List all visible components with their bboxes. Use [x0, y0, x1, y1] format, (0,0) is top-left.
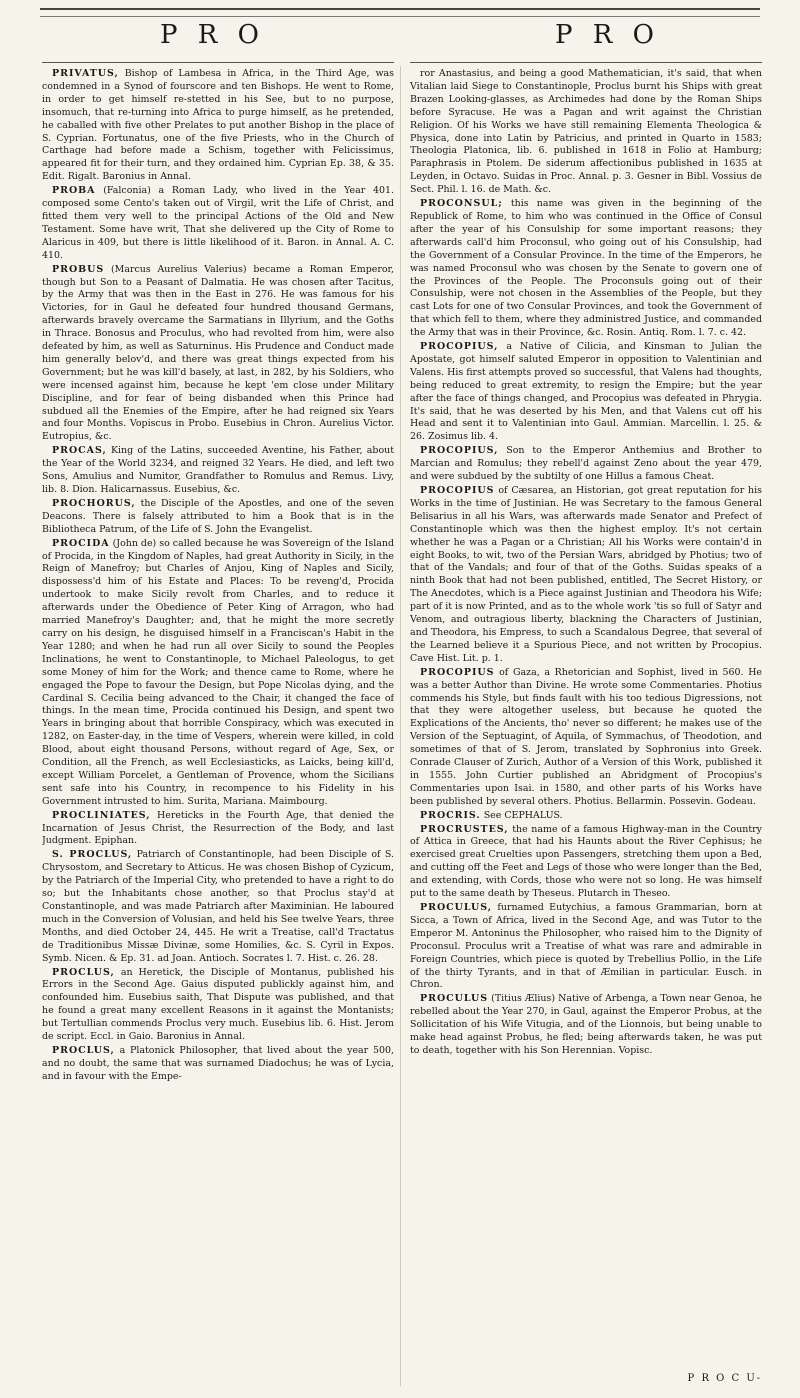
entry-headword: PROCLUS,: [52, 1044, 115, 1056]
dictionary-entry: [410, 341, 762, 444]
entry-headword: PROCRIS.: [420, 809, 481, 821]
entry-text: Son to the Emperor Anthemius and Brother to Marcian and Romulus; they rebell'd against Zeno about the year 479, and were subdued by the subtilty of one Hillus a famous Cheat.: [410, 445, 762, 483]
entry-text: King of the Latins, succeeded Aventine, his Father, about the Year of the World 3234, and reigned 32 Years. He died, and left two Sons, Amulius and Numitor, Grandfather to Romulus and Remus. Livy, lib. 8. Dion. Halicarnassus. Eusebius, &c.: [42, 445, 394, 495]
entry-headword: PROCAS,: [52, 445, 107, 457]
dictionary-entry: [42, 68, 394, 184]
entry-headword: PROCRUSTES,: [420, 823, 509, 835]
entry-headword: PROBUS: [52, 263, 105, 275]
entry-text: this name was given in the beginning of the Republick of Rome, to him who was continued in the Office of Consul after the year of his Consulship for some important reasons; they afterwards call'd him Proconsul, who going out of his Consulship, had the Government of a Consular Province. In the time of the Emperors, he was named Proconsul who was chosen by the Senate to govern one of the Provinces of the People. The Proconsuls going out of their Consulship, were not chosen in the Assemblies of the People, but they cast Lots for one of two Consular Provinces, and took the Government of that which fell to them, where they administred Justice, and commanded the Army that was in their Province, &c. Rosin. Antiq. Rom. l. 7. c. 42.: [410, 198, 762, 339]
dictionary-entry: [42, 264, 394, 445]
dictionary-entry: [410, 445, 762, 484]
entry-headword: PROCLINIATES,: [52, 809, 151, 821]
dictionary-entry: [42, 1045, 394, 1084]
catchword: P R O C U-: [687, 1373, 762, 1384]
top-rule: [40, 8, 760, 17]
header-rule-right: [410, 62, 762, 63]
entry-text: of Cæsarea, an Historian, got great reputation for his Works in the time of Justinian. He was Secretary to the famous General Belisarius in all his Wars, was afterwards made Senator and Prefect of Constantinople which was then the highest employ. It's not certain whether he was a Pagan or a Christian; All his Works were contain'd in eight Books, to wit, two of the Persian Wars, abridged by Photius; two of that of the Vandals; and four of that of the Goths. Suidas speaks of a ninth Book that had not been published, entitled, The Secret History, or The Anecdotes, which is a Piece against Justinian and Theodora his Wife; part of it is now Printed, and as to the whole work 'tis so full of Satyr and Venom, and outragious liberty, blackning the Characters of Justinian, and Theodora, his Empress, to such a Scandalous Degree, that several of the Learned believe it a Spurious Piece, and not written by Procopius. Cave Hist. Lit. p. 1.: [410, 485, 762, 664]
entry-headword: PROBA: [52, 185, 96, 197]
dictionary-entry: [410, 810, 762, 823]
dictionary-entry: [42, 849, 394, 965]
entry-headword: PROCIDA: [52, 537, 110, 549]
dictionary-entry: [42, 498, 394, 537]
header-rule-left: [42, 62, 394, 63]
entry-text: Bishop of Lambesa in Africa, in the Third Age, was condemned in a Synod of fourscore and ten Bishops. He went to Rome, in order to get himself re-stetted in his See, but to no purpose, insomuch, that re-turning into Africa to purge himself, as he pretended, he caballed with five other Prelates to put another Bishop in the place of S. Cyprian. Fortunatus, one of the five Priests, who in the Church of Carthage had before made a Schism, together with Felicissimus, appeared fit for their turn, and they ordained him. Cyprian Ep. 38, & 35. Edit. Rigalt. Baronius in Annal.: [42, 68, 394, 183]
entry-text: a Native of Cilicia, and Kinsman to Julian the Apostate, got himself saluted Emperor in opposition to Valentinian and Valens. His first attempts proved so successful, that Valens had thoughts, being reduced to great extremity, to resign the Empire; but the year after the face of things changed, and Procopius was defeated in Phrygia. It's said, that he was deserted by his Men, and that Valens cut off his Head and sent it to Valentinian into Gaul. Ammian. Marcellin. l. 25. & 26. Zosimus lib. 4.: [410, 341, 762, 443]
left-column: [42, 68, 394, 1388]
dictionary-entry: [42, 445, 394, 497]
entry-headword: PROCULUS: [420, 993, 489, 1005]
dictionary-entry: [410, 198, 762, 340]
entry-text: the name of a famous Highway-man in the Country of Attica in Greece, that had his Haunts about the River Cephisus; he exercised great Cruelties upon Passengers, stretching them upon a Bed, and cutting off the Feet and Legs of those who were longer than the Bed, and extending, with Cords, those who were not so long. He was himself put to the same death by Theseus. Plutarch in Theseo.: [410, 823, 762, 900]
dictionary-entry: [410, 824, 762, 901]
dictionary-entry: [42, 810, 394, 849]
running-head-left: P R O: [160, 20, 265, 50]
dictionary-entry: [410, 667, 762, 809]
entry-headword: S. PROCLUS,: [52, 849, 133, 861]
entry-text: (Titius Ælius) Native of Arbenga, a Town near Genoa, he rebelled about the Year 270, in Gaul, against the Emperor Probus, at the Sollicitation of his Wife Vitugia, and of the Lionnois, but being unable to make head against Probus, he fled; being afterwards taken, he was put to death, together with his Son Herennian. Vopisc.: [410, 993, 762, 1056]
entry-text: Patriarch of Constantinople, had been Disciple of S. Chrysostom, and Secretary to Atticus. He was chosen Bishop of Cyzicum, by the Patriarch of the Imperial City, who pretended to have a right to do so; but the Inhabitants chose another, so that Proclus stay'd at Constantinople, and was made Patriarch after Maximinian. He laboured much in the Conversion of Volusian, and held his See twelve Years, three Months, and died October 24, 445. He writ a Treatise, call'd Tractatus de Traditionibus Missæ Divinæ, some Homilies, &c. S. Cyril in Expos. Symb. Nicen. & Ep. 31. ad Joan. Antioch. Socrates l. 7. Hist. c. 26. 28.: [42, 849, 394, 964]
entry-text: (Falconia) a Roman Lady, who lived in the Year 401. composed some Cento's taken out of Virgil, writ the Life of Christ, and fitted them very well to the principal Actions of the Old and New Testament. Some have writ, That she delivered up the City of Rome to Alaricus in 409, but there is little likelihood of it. Baron. in Annal. A. C. 410.: [42, 185, 394, 261]
entry-text: Hereticks in the Fourth Age, that denied the Incarnation of Jesus Christ, the Resurrection of the Body, and last Judgment. Epiphan.: [42, 809, 394, 847]
entry-text: furnamed Eutychius, a famous Grammarian, born at Sicca, a Town of Africa, lived in the Second Age, and was Tutor to the Emperor M. Antoninus the Philosopher, who raised him to the Dignity of Proconsul. Proculus writ a Treatise of what was rare and admirable in Foreign Countries, which piece is quoted by Trebellius Pollio, in the Life of the thirty Tyrants, and in that of Æmilian in particular. Eusch. in Chron.: [410, 902, 762, 991]
dictionary-entry: [42, 538, 394, 809]
entry-headword: PROCLUS,: [52, 966, 115, 978]
entry-text: (John de) so called because he was Sovereign of the Island of Procida, in the Kingdom of Naples, had great Authority in Sicily, in the Reign of Manefroy; but Charles of Anjou, King of Naples and Sicily, dispossess'd him of his Estate and Places: To be reveng'd, Procida undertook to make Sicily revolt from Charles, and to reduce it afterwards under the Obedience of Peter King of Arragon, who had married Manefroy's Daughter; and, that he might the more secretly carry on his design, he disguised himself in a Franciscan's Habit in the Year 1280; and when he had run all over Sicily to sound the Peoples Inclinations, he went to Constantinople, to Michael Paleologus, to get some Money of him for the Work; and thence came to Rome, where he engaged the Pope to favour the Design, but Pope Nicolas dying, and the Cardinal S. Cecilia being advanced to the Chair, it changed the face of things. In the mean time, Procida continued his Design, and spent two Years in bringing about that horrible Conspiracy, which was executed in 1282, on Easter-day, in the time of Vespers, wherein were killed, in cold Blood, about eight thousand Persons, without regard of Age, Sex, or Condition, all the French, as well Ecclesiasticks, as Laicks, being kill'd, except William Porcelet, a Gentleman of Provence, whom the Sicilians sent safe into his Country, in recompence to his Fidelity in his Government intrusted to him. Surita, Mariana. Maimbourg.: [42, 537, 394, 807]
running-head-right: P R O: [555, 20, 660, 50]
column-divider: [400, 66, 401, 1386]
entry-headword: PROCONSUL;: [420, 198, 503, 210]
entry-headword: PRIVATUS,: [52, 68, 119, 79]
entry-text: the Disciple of the Apostles, and one of the seven Deacons. There is falsely attributed to him a Book that is in the Bibliotheca Patrum, of the Life of S. John the Evangelist.: [42, 497, 394, 535]
entry-headword: PROCULUS,: [420, 902, 493, 913]
entry-headword: PROCOPIUS: [420, 666, 495, 678]
entry-headword: PROCHORUS,: [52, 497, 136, 509]
entry-headword: PROCOPIUS: [420, 485, 495, 496]
entry-text: of Gaza, a Rhetorician and Sophist, lived in 560. He was a better Author than Divine. He wrote some Commentaries. Photius commends his Style, but finds fault with his too tedious Digressions, not that they were altogether useless, but because he quoted the Explications of the Ancients, tho' never so different; he makes use of the Version of the Septuagint, of Aquila, of Symmachus, of Theodotion, and sometimes of that of S. Jerom, translated by Sophronius into Greek. Conrade Clauser of Zurich, Author of a Version of this Work, published it in 1555. John Curtier published an Abridgment of Procopius's Commentaries upon Isai. in 1580, and other parts of his Works have been published by several others. Photius. Bellarmin. Possevin. Godeau.: [410, 666, 762, 807]
dictionary-entry: [410, 902, 762, 992]
dictionary-entry: [42, 185, 394, 262]
right-column: [410, 68, 762, 1388]
dictionary-entry: [410, 485, 762, 666]
entry-text: See CEPHALUS.: [483, 809, 563, 821]
entry-headword: PROCOPIUS,: [420, 341, 499, 353]
dictionary-entry: [410, 68, 762, 197]
entry-text: a Platonick Philosopher, that lived about the year 500, and no doubt, the same that was surnamed Diadochus; he was of Lycia, and in favour with the Empe-: [42, 1044, 394, 1082]
dictionary-entry: [42, 967, 394, 1044]
entry-headword: PROCOPIUS,: [420, 445, 499, 457]
entry-text: an Heretick, the Disciple of Montanus, published his Errors in the Second Age. Gaius disputed publickly against him, and confounded him. Eusebius saith, That Dispute was published, and that he found a great many excellent Reasons in it against the Montanists; but Tertullian commends Proclus very much. Eusebius lib. 6. Hist. Jerom de script. Eccl. in Gaio. Baronius in Annal.: [42, 966, 394, 1043]
dictionary-entry: [410, 993, 762, 1058]
entry-text: ror Anastasius, and being a good Mathematician, it's said, that when Vitalian laid Siege to Constantinople, Proclus burnt his Ships with great Brazen Looking-glasses, as Archimedes had done by the Roman Ships before Syracuse. He was a Pagan and writ against the Christian Religion. Of his Works we have still remaining Elementa Theologica & Physica, done into Latin by Patricius, and printed in Quarto in 1583; Theologia Platonica, lib. 6. published in 1618 in Folio at Hamburg; Paraphrasis in Ptolem. De siderum affectionibus published in 1635 at Leyden, in Octavo. Suidas in Proc. Annal. p. 3. Gesner in Bibl. Vossius de Sect. Phil. l. 16. de Math. &c.: [410, 68, 762, 196]
entry-text: (Marcus Aurelius Valerius) became a Roman Emperor, though but Son to a Peasant of Dalmatia. He was chosen after Tacitus, by the Army that was then in the East in 276. He was famous for his Victories, for in Gaul he defeated four hundred thousand Germans, afterwards bravely overcame the Sarmatians in Illyrium, and the Goths in Thrace. Bonosus and Proculus, who had revolted from him, were also defeated by him, as well as Saturninus. His Prudence and Conduct made him generally belov'd, and there was great things expected from his Government; but he was kill'd basely, at last, in 282, by his Soldiers, who were incensed against him, because he kept 'em close under Military Discipline, and for fear of being disbanded when this Prince had subdued all the Enemies of the Empire, after he had reigned six Years and four Months. Vopiscus in Probo. Eusebius in Chron. Aurelius Victor. Eutropius, &c.: [42, 263, 394, 443]
